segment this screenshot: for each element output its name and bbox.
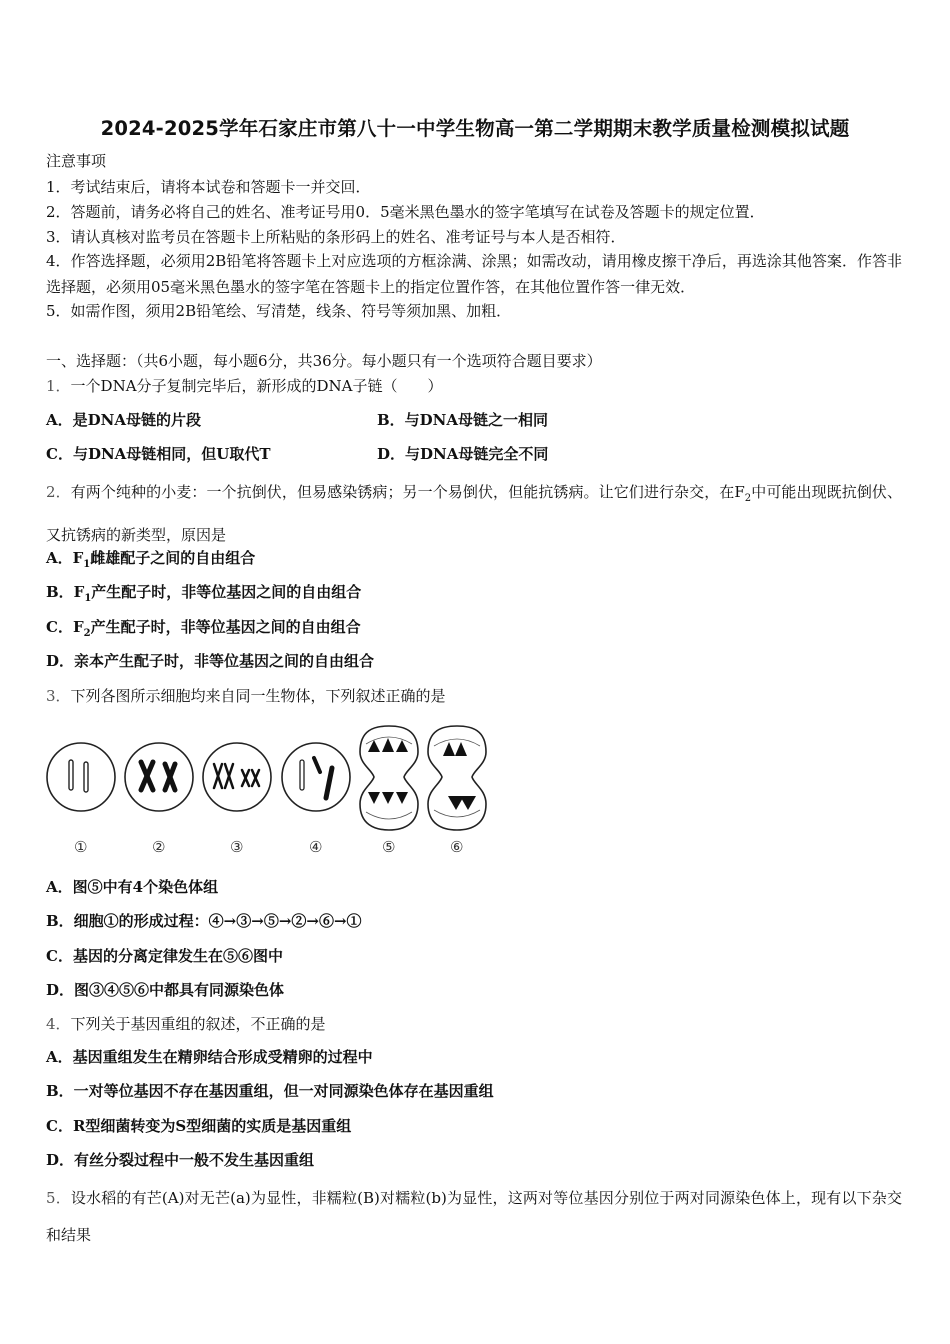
question-text: 设水稻的有芒(A)对无芒(a)为显性，非糯粒(B)对糯粒(b)为显性，这两对等位基因分别位于两对同源染色体上，现有以下杂交和结果: [46, 1189, 902, 1244]
option-text: 产生配子时，非等位基因之间的自由组合: [91, 583, 362, 601]
figure-label-3: ③: [230, 838, 244, 856]
option-text: 产生配子时，非等位基因之间的自由组合: [90, 618, 361, 636]
q1-option-b: B．与DNA母链之一相同: [377, 411, 549, 429]
q4-option-c: C．R型细菌转变为S型细菌的实质是基因重组: [46, 1117, 352, 1135]
cell-2: [125, 743, 193, 811]
cell-6: [428, 726, 486, 830]
q3-option-a: A．图⑤中有4个染色体组: [46, 878, 219, 896]
q2-option-c: [46, 617, 361, 644]
question-number: 5．: [46, 1189, 71, 1207]
q1-option-d: D．与DNA母链完全不同: [377, 445, 549, 463]
question-2-stem: [46, 474, 902, 554]
option-prefix: A．F: [46, 549, 84, 567]
note-item: 3．请认真核对监考员在答题卡上所粘贴的条形码上的姓名、准考证号与本人是否相符．: [46, 228, 626, 246]
figure-label-2: ②: [152, 838, 166, 856]
chromosomes-cell-3: [214, 764, 259, 788]
question-number: 1．: [46, 377, 71, 395]
question-1-stem: [46, 376, 443, 396]
q2-option-a: [46, 548, 255, 575]
question-text: 一个DNA分子复制完毕后，新形成的DNA子链（ ）: [70, 377, 443, 395]
notes-heading: 注意事项: [46, 152, 107, 170]
q1-option-a: A．是DNA母链的片段: [46, 411, 201, 429]
q3-option-d: D．图③④⑤⑥中都具有同源染色体: [46, 981, 285, 999]
chromosomes-cell-2: [141, 762, 175, 790]
subscript: 2: [744, 493, 752, 504]
note-item: 2．答题前，请务必将自己的姓名、准考证号用0．5毫米黑色墨水的签字笔填写在试卷及答题卡的规定位置．: [46, 203, 765, 221]
page-title: 2024-2025学年石家庄市第八十一中学生物高一第二学期期末教学质量检测模拟试题: [100, 117, 850, 140]
note-item: 5．如需作图，须用2B铅笔绘、写清楚，线条、符号等须加黑、加粗．: [46, 302, 512, 320]
question-4-stem: [46, 1014, 326, 1034]
q4-option-d: D．有丝分裂过程中一般不发生基因重组: [46, 1151, 315, 1169]
question-number: 3．: [46, 687, 71, 705]
question-5-stem: [46, 1180, 902, 1254]
cell-division-figure: [44, 724, 494, 864]
q2-option-b: [46, 582, 361, 609]
q4-option-a: A．基因重组发生在精卵结合形成受精卵的过程中: [46, 1048, 373, 1066]
q2-option-d: D．亲本产生配子时，非等位基因之间的自由组合: [46, 652, 375, 670]
option-prefix: B．F: [46, 583, 85, 601]
chromosomes-cell-1: [69, 760, 88, 792]
chromosomes-cell-6: [443, 742, 476, 810]
cell-1: [47, 743, 115, 811]
figure-label-6: ⑥: [450, 838, 464, 856]
note-item: 1．考试结束后，请将本试卷和答题卡一并交回．: [46, 178, 371, 196]
subscript: 1: [83, 559, 91, 570]
figure-label-5: ⑤: [382, 838, 396, 856]
question-3-stem: [46, 686, 446, 706]
q1-option-c: C．与DNA母链相同，但U取代T: [46, 445, 271, 463]
chromosomes-cell-5: [368, 738, 408, 804]
question-number: 4．: [46, 1015, 71, 1033]
cell-3: [203, 743, 271, 811]
q4-option-b: B．一对等位基因不存在基因重组，但一对同源染色体存在基因重组: [46, 1082, 494, 1100]
question-number: 2．: [46, 483, 71, 501]
q3-option-b: B．细胞①的形成过程：④→③→⑤→②→⑥→①: [46, 912, 362, 930]
question-text: 有两个纯种的小麦：一个抗倒伏，但易感染锈病；另一个易倒伏，但能抗锈病。让它们进行杂交，在F: [70, 483, 745, 501]
note-item: 4．作答选择题，必须用2B铅笔将答题卡上对应选项的方框涂满、涂黑；如需改动，请用橡皮擦干净后，再选涂其他答案．作答非选择题，必须用05毫米黑色墨水的签字笔在答题卡上的指定位置作答，在其他位置作答一律无效．: [46, 252, 902, 296]
section-heading: 一、选择题：（共6小题，每小题6分，共36分。每小题只有一个选项符合题目要求）: [46, 352, 602, 370]
figure-label-1: ①: [74, 838, 88, 856]
subscript: 1: [84, 593, 92, 604]
option-prefix: C．F: [46, 618, 84, 636]
option-text: 雌雄配子之间的自由组合: [90, 549, 256, 567]
q3-option-c: C．基因的分离定律发生在⑤⑥图中: [46, 947, 283, 965]
question-text: 下列各图所示细胞均来自同一生物体，下列叙述正确的是: [70, 687, 446, 705]
chromosomes-cell-4: [300, 758, 332, 798]
question-text: 下列关于基因重组的叙述，不正确的是: [70, 1015, 326, 1033]
question-text: 中可能出现既抗倒伏、又抗锈病的新类型，原因是: [46, 483, 902, 544]
cell-4: [282, 743, 350, 811]
subscript: 2: [83, 628, 91, 639]
figure-label-4: ④: [309, 838, 323, 856]
